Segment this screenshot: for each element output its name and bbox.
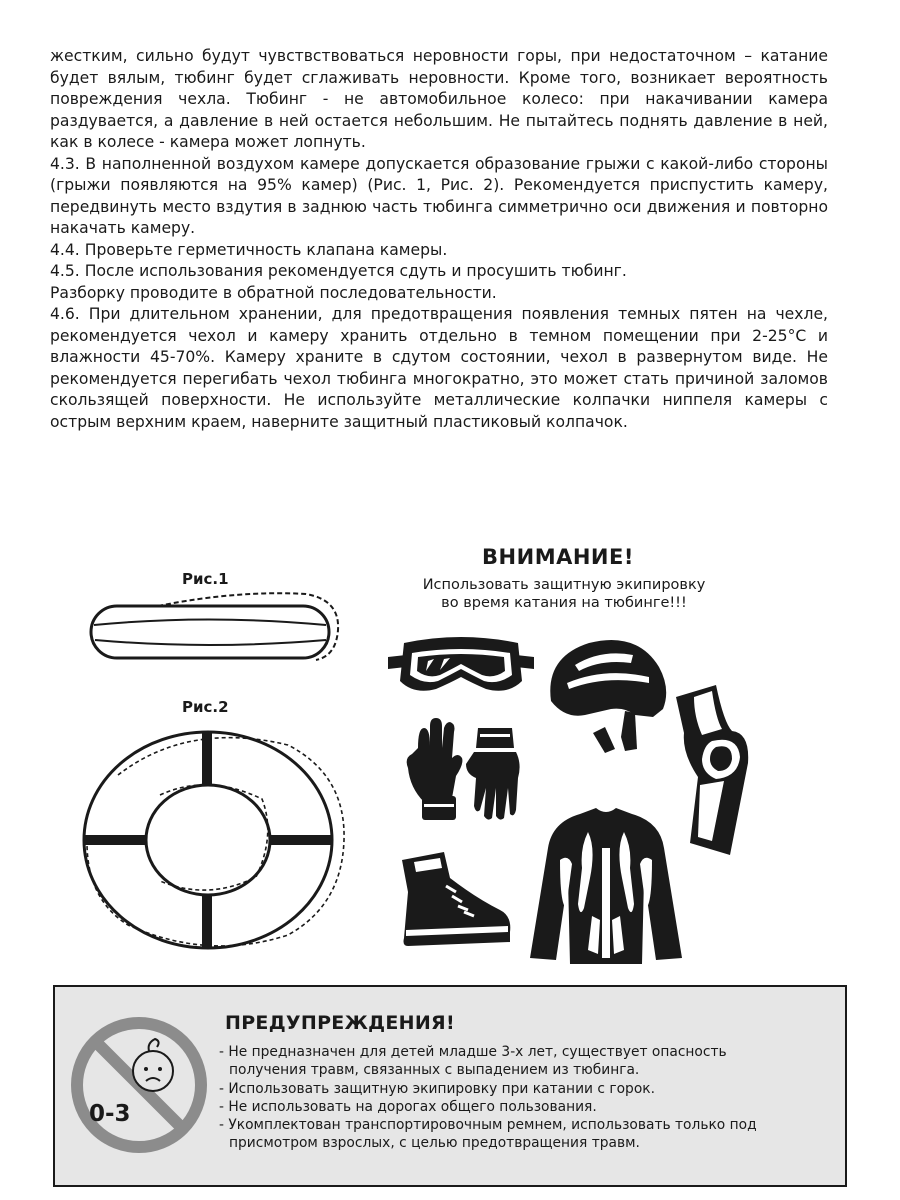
attention-subtitle: [388, 576, 740, 612]
paragraph-4-6: 4.6. При длительном хранении, для предотвращения появления темных пятен на чехле, рекомендуется чехол и камеру хранить отдельно в темном помещении при 2-25°С и влажности 45-70%. Камеру храните в сдутом состоянии, чехол в развернутом виде. Не рекомендуется перегибать чехол тюбинга многократно, это может стать причиной заломов скользящей поверхности. Не используйте металлические колпачки ниппеля камеры с острым верхним краем, наверните защитный пластиковый колпачок.: [50, 305, 828, 431]
warning-item: [219, 1080, 819, 1098]
warning-item: [219, 1116, 819, 1153]
boot-icon: [400, 852, 512, 948]
warning-item-line2: присмотром взрослых, с целью предотвращения травм.: [229, 1135, 640, 1152]
fig2-label: Рис.2: [182, 698, 229, 716]
instructions-text: [50, 46, 828, 433]
warnings-title: ПРЕДУПРЕЖДЕНИЯ!: [225, 1012, 455, 1034]
jacket-icon: [530, 808, 682, 968]
warning-item-line2: получения травм, связанных с выпадением из тюбинга.: [229, 1062, 640, 1079]
paragraph-pressure: жестким, сильно будут чувствствоваться неровности горы, при недостаточном – катание будет вялым, тюбинг будет сглаживать неровности. Кроме того, возникает вероятность повреждения чехла. Тюбинг - не автомобильное колесо: при накачивании камера раздувается, а давление в ней остается небольшим. Не пытайтесь поднять давление в ней, как в колесе - камера может лопнуть.: [50, 47, 828, 151]
paragraph-4-4: 4.4. Проверьте герметичность клапана камеры.: [50, 240, 448, 259]
warning-item-line1: - Не использовать на дорогах общего пользования.: [219, 1098, 597, 1115]
warning-item-line1: - Использовать защитную экипировку при катании с горок.: [219, 1080, 655, 1097]
helmet-icon: [545, 637, 670, 757]
warnings-list: [219, 1043, 819, 1153]
gloves-icon: [400, 718, 530, 828]
warning-item-line1: - Укомплектован транспортировочным ремнем, использовать только под: [219, 1117, 757, 1134]
attention-subtitle-line2: во время катания на тюбинге!!!: [441, 595, 687, 611]
paragraph-disassembly: Разборку проводите в обратной последовательности.: [50, 283, 497, 302]
attention-subtitle-line1: Использовать защитную экипировку: [422, 577, 706, 593]
fig1-label: Рис.1: [182, 570, 229, 588]
warnings-box: [53, 985, 847, 1187]
fig1-tube-side-view: [88, 590, 348, 670]
elbow-pad-icon: [672, 683, 762, 858]
baby-face-icon: [133, 1039, 173, 1091]
paragraph-4-3: 4.3. В наполненной воздухом камере допускается образование грыжи с какой-либо стороны (грыжи появляются на 95% камер) (Рис. 1, Рис. 2). Рекомендуется приспустить камеру, передвинуть место вздутия в заднюю часть тюбинга симметрично оси движения и повторно накачать камеру.: [50, 154, 828, 237]
fig2-tube-top-view: [78, 725, 358, 955]
warning-item-line1: - Не предназначен для детей младше 3-х лет, существует опасность: [219, 1044, 727, 1060]
attention-title: ВНИМАНИЕ!: [482, 545, 634, 569]
paragraph-4-5: 4.5. После использования рекомендуется сдуть и просушить тюбинг.: [50, 262, 627, 280]
no-children-sign-icon: [69, 1015, 209, 1155]
age-label: 0-3: [89, 1101, 131, 1127]
goggles-icon: [388, 637, 534, 697]
warning-item: [219, 1098, 819, 1116]
warning-item: [219, 1043, 819, 1080]
